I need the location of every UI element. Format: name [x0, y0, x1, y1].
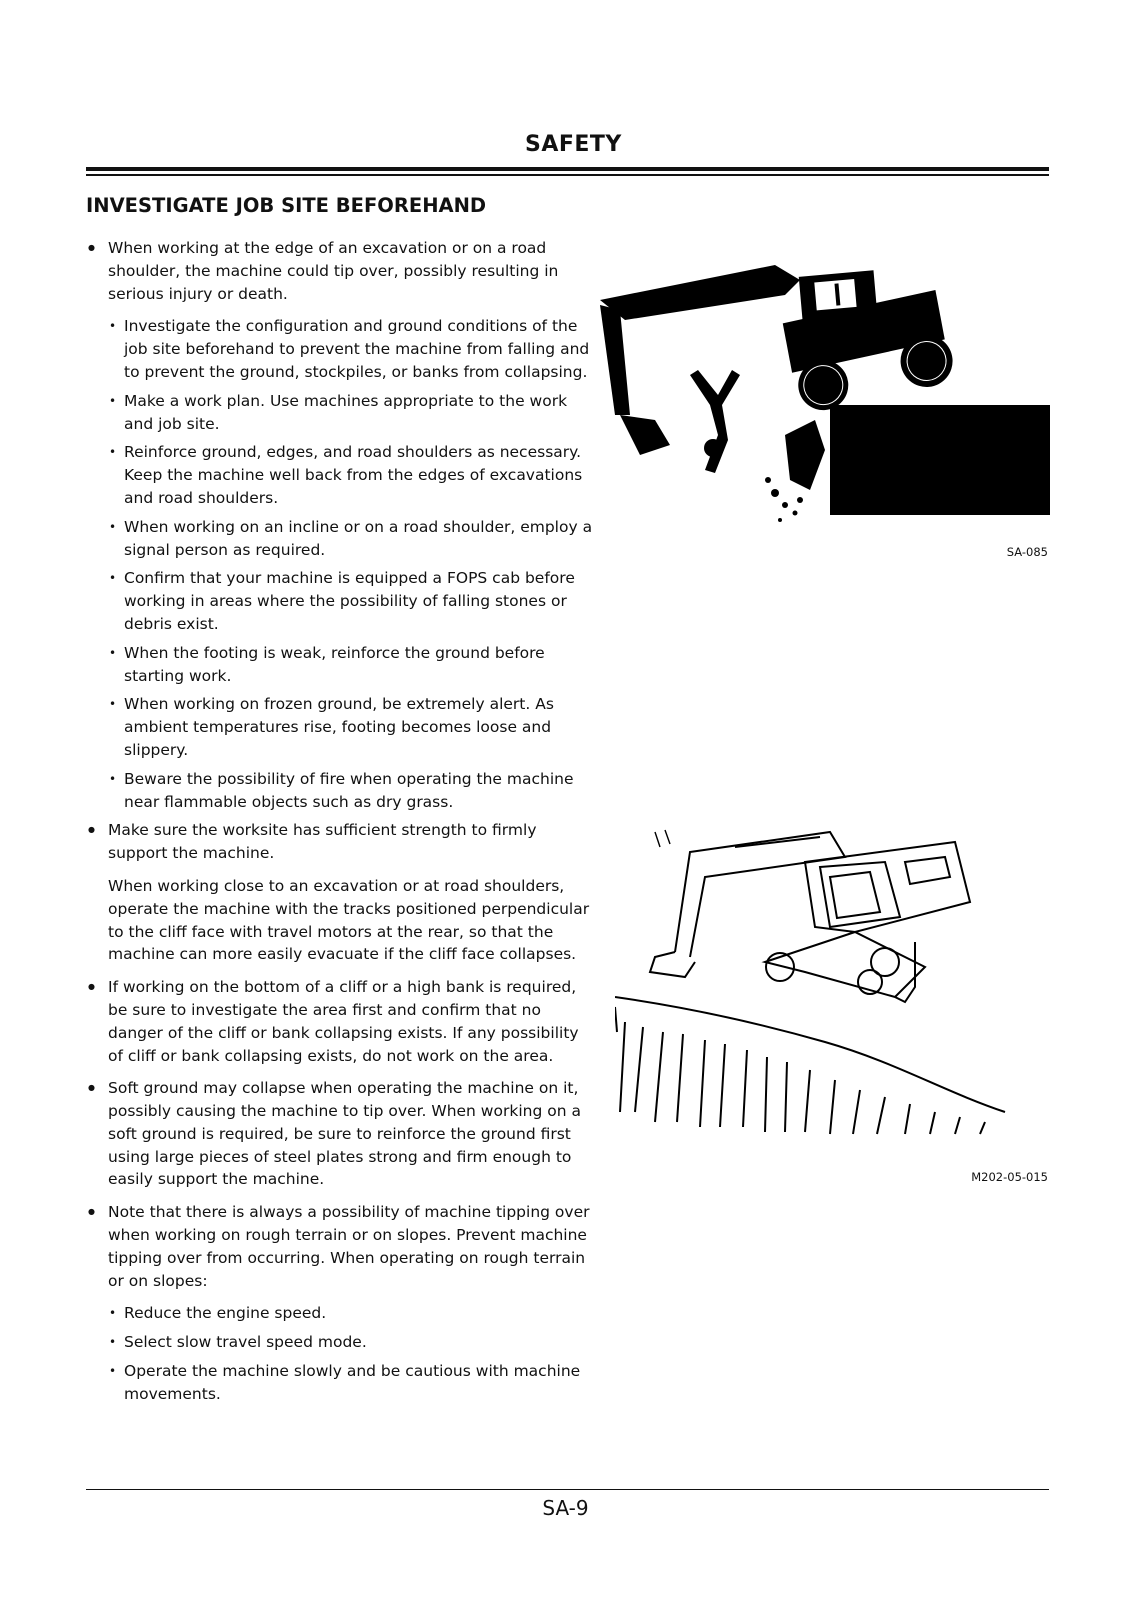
sub-bullet: • When working on an incline or on a road shoulder, employ a signal person as required.: [86, 516, 598, 562]
bullet-5: ● Note that there is always a possibility of machine tipping over when working on rough terrain or on slopes. Prevent machine tipping over from occurring. When operating on rough terrain or on slopes:: [86, 1201, 598, 1292]
bullet-3: ● If working on the bottom of a cliff or a high bank is required, be sure to investigate the area first and confirm that no danger of the cliff or bank collapsing exists. If any possibility of cliff or bank collapsing exists, do not work on the area.: [86, 976, 598, 1067]
footer-rule: [86, 1489, 1049, 1490]
sub-bullet: • Beware the possibility of fire when operating the machine near flammable objects such as dry grass.: [86, 768, 598, 814]
figure-2-caption: M202-05-015: [971, 1170, 1048, 1184]
sub-bullet: • Operate the machine slowly and be cautious with machine movements.: [86, 1360, 598, 1406]
page-header-title: SAFETY: [525, 132, 622, 157]
page-number: SA-9: [542, 1496, 589, 1520]
bullet-2: ● Make sure the worksite has sufficient strength to firmly support the machine.: [86, 819, 598, 865]
bullet-1: ● When working at the edge of an excavation or on a road shoulder, the machine could tip over, possibly resulting in serious injury or death.: [86, 237, 598, 305]
excavator-slope-illustration: [615, 822, 1045, 1162]
sub-bullet: • Reduce the engine speed.: [86, 1302, 598, 1325]
sub-bullet: • Investigate the configuration and ground conditions of the job site beforehand to prevent the machine from falling and to prevent the ground, stockpiles, or banks from collapsing.: [86, 315, 598, 383]
body-text: [86, 237, 598, 1406]
header-rule-thin: [86, 174, 1049, 176]
sub-bullet: • When the footing is weak, reinforce the ground before starting work.: [86, 642, 598, 688]
sub-bullet: • Select slow travel speed mode.: [86, 1331, 598, 1354]
sub-bullet: • Reinforce ground, edges, and road shoulders as necessary. Keep the machine well back from the edges of excavations and road shoulders.: [86, 441, 598, 509]
figure-1-caption: SA-085: [1006, 545, 1048, 559]
bullet-2-paragraph: When working close to an excavation or at road shoulders, operate the machine with the tracks positioned perpendicular to the cliff face with travel motors at the rear, so that the machine can more easily evacuate if the cliff face collapses.: [108, 876, 590, 964]
header-rule-thick: [86, 167, 1049, 171]
excavator-tipping-illustration: [600, 255, 1050, 535]
sub-bullet: • Confirm that your machine is equipped a FOPS cab before working in areas where the possibility of falling stones or debris exist.: [86, 567, 598, 635]
sub-bullet: • Make a work plan. Use machines appropriate to the work and job site.: [86, 390, 598, 436]
bullet-4: ● Soft ground may collapse when operating the machine on it, possibly causing the machine to tip over. When working on a soft ground is required, be sure to reinforce the ground first using large pieces of steel plates strong and firm enough to easily support the machine.: [86, 1077, 598, 1191]
section-title: INVESTIGATE JOB SITE BEFOREHAND: [86, 194, 487, 217]
sub-bullet: • When working on frozen ground, be extremely alert. As ambient temperatures rise, footing becomes loose and slippery.: [86, 693, 598, 761]
